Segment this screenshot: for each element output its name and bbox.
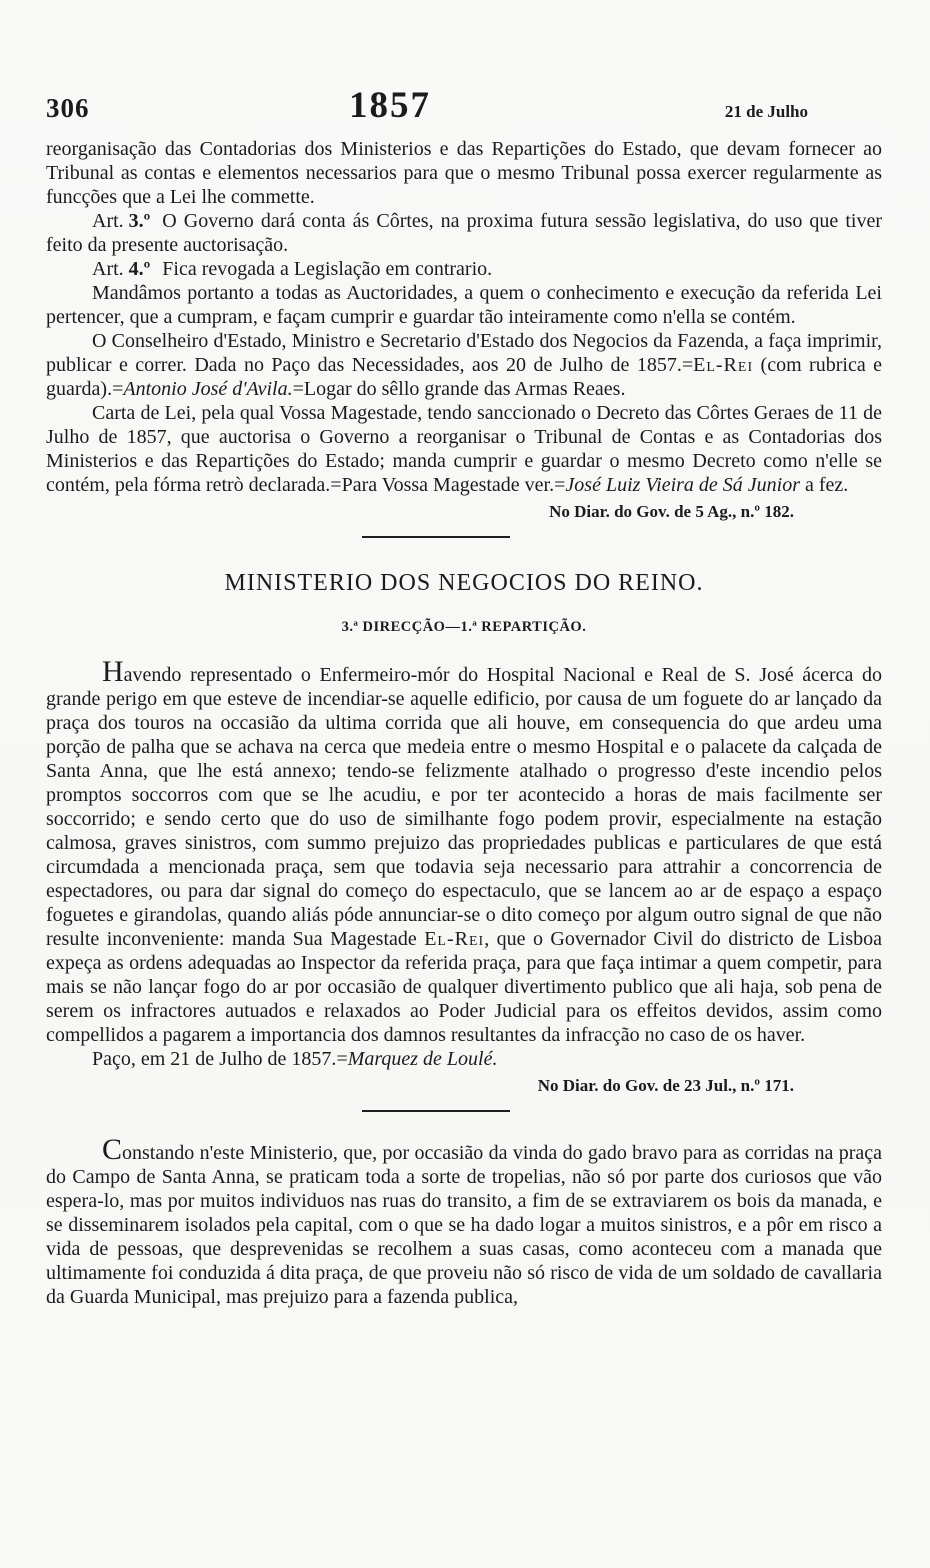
hospital-order-text-pre: avendo representado o Enfermeiro-mór do Hospital Nacional e Real de S. José ácerca do grande perigo em que esteve de incendiar-se aquelle edificio, por causa de um foguete do ar lançado da praça dos touros na occasião da ultima corrida que ali houve, em consequencia do que ardeu uma porção de palha que se achava na cerca que medeia entre o mesmo Hospital e o palacete da calçada de Santa Anna, que lhe está annexo; tendo-se felizmente atalhado o progresso d'este incendio pelos promptos soccorros com que se lhe acudiu, e por ter acontecido a horas de mais facilmente ser soccorrido; e sendo certo que do uso de similhante fogo podem provir, especialmente na estação calmosa, graves sinistros, com summo prejuizo das propriedades publicas e particulares de que está circumdada a mencionada praça, sem que todavia seja necessario para attrahir a concorrencia de espectadores, ou para dar signal do começo do espectaculo, que se lancem ao ar de espaço a espaço foguetes e girandolas, quando aliás póde annunciar-se o dito começo por algum outro signal de que não resulte inconveniente: manda Sua Magestade [46,664,882,950]
loule-signature: Marquez de Loulé. [347,1048,498,1070]
gazette-reference-2: No Diar. do Gov. de 23 Jul., n.º 171. [537,1076,794,1095]
sa-junior-signature: José Luiz Vieira de Sá Junior [565,474,801,496]
continuation-paragraph: reorganisação das Contadorias dos Ministerios e das Repartições do Estado, que devam fornecer ao Tribunal as contas e elementos necessarios para que o mesmo Tribunal possa exercer regularmente as funcções que a Lei lhe commette. [46,138,882,208]
cattle-notice-section [46,1133,882,1309]
promulgation-text-post: =Logar do sêllo grande das Armas Reaes. [292,378,626,400]
cattle-notice-paragraph [46,1133,882,1309]
mandamos-paragraph: Mandâmos portanto a todas as Auctoridades, a quem o conhecimento e execução da referida Lei pertencer, que a cumpram, e façam cumprir e guardar tão inteiramente como n'ella se contém. [46,282,882,328]
decree-section [46,137,882,497]
article-4-label: Art. [92,258,124,280]
paco-signature-text: Paço, em 21 de Julho de 1857.= [92,1048,348,1070]
drop-initial-h: H [102,655,124,688]
hospital-order-paragraph [46,655,882,1047]
page-header [46,84,882,127]
promulgation-paragraph [46,329,882,401]
section-divider-1 [362,536,510,538]
drop-initial-c: C [102,1133,123,1166]
date-heading: 21 de Julho [724,102,808,121]
cattle-notice-text: onstando n'este Ministerio, que, por occasião da vinda do gado bravo para as corridas na praça do Campo de Santa Anna, se praticam toda a sorte de tropelias, não só por parte dos curiosos que vão espera-lo, mas por muitos individuos nas ruas do transito, a fim de se extraviarem os bois da manada, e se disseminarem isolados pela capital, com o que se ha dado logar a muitos sinistros, e a pôr em risco a vida de pessoas, que desprevenidas se recolhem a suas casas, como aconteceu com a manada que ultimamente foi conduzida á dita praça, de que proveiu não só risco de vida de um soldado de cavallaria da Guarda Municipal, mas prejuizo para a fazenda publica, [46,1142,882,1308]
article-4-number: 4.º [128,258,151,280]
promulgation-text-pre: O Conselheiro d'Estado, Ministro e Secretario d'Estado dos Negocios da Fazenda, a faça imprimir, publicar e correr. Dada no Paço das Necessidades, aos 20 de Julho de 1857.= [46,330,882,376]
article-3-number: 3.º [128,210,151,232]
promulgation-text-mid: (com rubrica e guarda).= [46,354,882,400]
year-heading: 1857 [349,85,431,126]
ministry-title: MINISTERIO DOS NEGOCIOS DO REINO. [224,570,704,596]
gazette-reference-1: No Diar. do Gov. de 5 Ag., n.º 182. [549,502,794,521]
direction-subtitle: 3.ª DIRECÇÃO—1.ª REPARTIÇÃO. [341,619,587,635]
paco-signature-paragraph [46,1047,882,1071]
article-4-paragraph [46,257,882,281]
carta-de-lei-paragraph [46,401,882,497]
section-divider-2 [362,1110,510,1112]
hospital-order-text-post: , que o Governador Civil do districto de Lisboa expeça as ordens adequadas ao Inspector da referida praça, para que faça intimar a quem competir, para mais se não lançar fogo do ar por occasião de qualquer divertimento publico que ali haja, sob pena de serem os infractores autuados e relaxados ao Poder Judicial para os effeitos devidos, assim como compellidos a pagarem a importancia dos damnos resultantes da infracção no caso de os haver. [46,928,882,1046]
article-4-text: Fica revogada a Legislação em contrario. [162,258,493,280]
article-3-text: O Governo dará conta ás Côrtes, na proxima futura sessão legislativa, do uso que tiver feito da presente auctorisação. [46,210,882,256]
el-rei-smallcaps: El-Rei [693,354,754,376]
carta-text-post: a fez. [800,474,849,496]
avila-signature: Antonio José d'Avila. [123,378,293,400]
carta-text-pre: Carta de Lei, pela qual Vossa Magestade, tendo sanccionado o Decreto das Côrtes Geraes de 11 de Julho de 1857, que auctorisa o Governo a reorganisar o Tribunal de Contas e as Contadorias dos Ministerios e das Repartições do Estado; manda cumprir e guardar o mesmo Decreto como n'elle se contém, pela fórma retrò declarada.=Para Vossa Magestade ver.= [46,402,882,496]
article-3-paragraph [46,209,882,257]
ministry-body [46,655,882,1071]
article-3-label: Art. [92,210,124,232]
el-rei-smallcaps-2: El-Rei [424,928,485,950]
ministry-section [46,568,882,1112]
page-number: 306 [46,93,90,123]
